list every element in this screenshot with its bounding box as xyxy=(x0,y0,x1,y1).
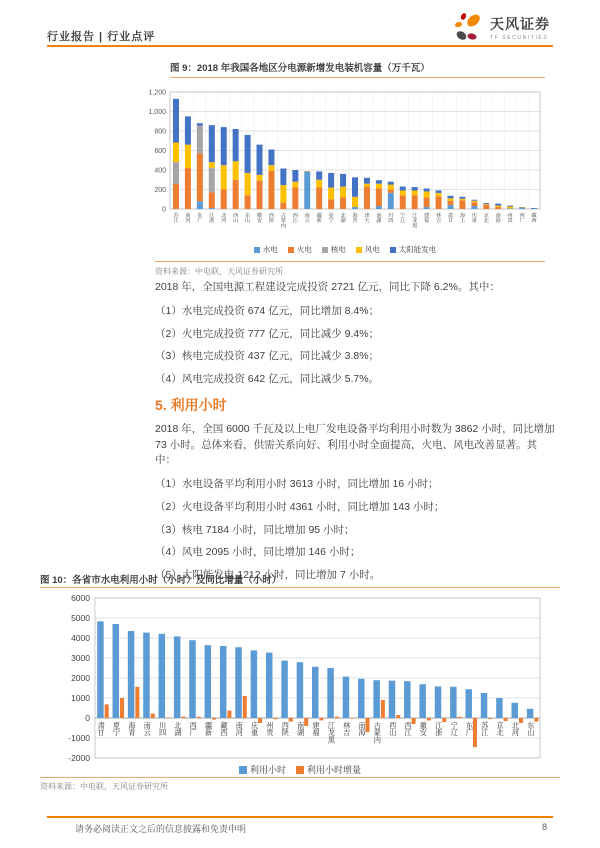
x-axis-label: 南河 xyxy=(185,213,191,225)
bar-segment-风电 xyxy=(233,161,239,180)
bar-segment-火电 xyxy=(471,202,477,206)
investment-list xyxy=(155,304,555,388)
bar-segment-水电 xyxy=(388,193,394,209)
bar-segment-太阳能发电 xyxy=(268,150,274,166)
bar-利用小时 xyxy=(389,681,396,718)
x-axis-label: 宁辽 xyxy=(450,721,458,738)
bar-利用小时增量 xyxy=(519,718,523,723)
bar-利用小时增量 xyxy=(273,718,277,719)
bar-segment-火电 xyxy=(436,196,442,209)
bar-segment-太阳能发电 xyxy=(412,187,418,190)
bar-segment-火电 xyxy=(364,187,370,209)
footer-divider xyxy=(47,816,553,818)
y-axis-tick: 200 xyxy=(154,187,166,194)
bar-利用小时 xyxy=(189,640,196,718)
bar-利用小时 xyxy=(128,631,134,718)
x-axis-label: 南湖 xyxy=(376,213,382,225)
legend-item xyxy=(239,763,286,776)
bar-segment-火电 xyxy=(483,205,489,209)
bar-利用小时增量 xyxy=(335,717,339,718)
bar-segment-风电 xyxy=(388,185,394,190)
x-axis-label: 庆重 xyxy=(471,213,477,225)
bar-利用小时增量 xyxy=(197,717,201,718)
figure-10-bottom-rule xyxy=(40,777,560,778)
bar-segment-风电 xyxy=(245,173,251,195)
bar-利用小时 xyxy=(281,661,288,718)
utilization-hours-list xyxy=(155,477,555,584)
bar-利用小时增量 xyxy=(396,715,400,718)
bar-segment-火电 xyxy=(280,203,286,209)
bar-segment-太阳能发电 xyxy=(507,206,513,207)
bar-利用小时增量 xyxy=(427,718,431,720)
y-axis-tick: 1000 xyxy=(71,693,90,703)
legend-marker xyxy=(322,247,328,253)
bar-segment-火电 xyxy=(221,190,227,210)
y-axis-tick: 4000 xyxy=(71,633,90,643)
bar-segment-太阳能发电 xyxy=(400,187,406,191)
bar-利用小时增量 xyxy=(289,718,293,722)
y-axis-tick: 1,200 xyxy=(148,89,166,97)
x-axis-label: 南云 xyxy=(143,721,151,738)
figure-10-caption-rule xyxy=(40,587,560,588)
bar-segment-太阳能发电 xyxy=(316,171,322,179)
bar-利用小时 xyxy=(327,668,334,718)
bar-segment-风电 xyxy=(507,207,513,209)
x-axis-label: 夏宁 xyxy=(112,721,121,738)
bar-利用小时 xyxy=(496,698,503,718)
x-axis-label: 东山 xyxy=(244,213,251,225)
x-axis-label: 北湖 xyxy=(340,213,346,225)
x-axis-label: 东广 xyxy=(197,213,203,225)
bar-segment-火电 xyxy=(412,195,418,209)
bar-segment-火电 xyxy=(328,199,334,209)
bar-segment-风电 xyxy=(280,185,286,203)
y-axis-tick: 3000 xyxy=(71,653,90,663)
bar-利用小时增量 xyxy=(181,717,185,718)
bar-segment-火电 xyxy=(173,184,179,209)
x-axis-label: 京北 xyxy=(483,213,489,225)
x-axis-label: 北河 xyxy=(221,213,227,225)
y-axis-tick: 0 xyxy=(85,713,90,723)
x-axis-label: 江龙黑 xyxy=(412,213,418,230)
brand-flower-icon xyxy=(451,10,485,44)
bar-利用小时增量 xyxy=(258,718,262,723)
bar-利用小时 xyxy=(113,624,120,718)
x-axis-label: 西山 xyxy=(389,721,397,738)
body-text xyxy=(155,280,555,591)
y-axis-tick: 5000 xyxy=(71,613,90,623)
bar-利用小时 xyxy=(143,633,150,718)
x-axis-label: 肃甘 xyxy=(447,213,454,225)
brand-name: 天风证券 xyxy=(490,15,550,32)
figure-9-caption: 图 9：2018 年我国各地区分电源新增发电装机容量（万千瓦） xyxy=(170,63,430,74)
legend-label: 火电 xyxy=(296,245,312,254)
bar-segment-水电 xyxy=(424,207,430,209)
bar-segment-太阳能发电 xyxy=(173,99,179,143)
bar-segment-风电 xyxy=(352,197,358,207)
bar-segment-风电 xyxy=(364,184,370,187)
x-axis-label: 疆新 xyxy=(204,721,213,738)
bar-利用小时 xyxy=(312,667,319,718)
bar-segment-太阳能发电 xyxy=(364,178,370,184)
bar-利用小时 xyxy=(419,684,426,718)
bar-利用小时 xyxy=(205,645,212,718)
bar-segment-水电 xyxy=(209,208,215,209)
bar-segment-水电 xyxy=(519,208,525,209)
x-axis-label: 藏西 xyxy=(220,721,228,738)
x-axis-label: 徽安 xyxy=(256,213,263,225)
bar-segment-水电 xyxy=(197,201,203,209)
bar-利用小时增量 xyxy=(381,700,385,718)
bar-segment-风电 xyxy=(495,206,501,207)
bar-segment-火电 xyxy=(268,171,274,209)
x-axis-label: 南海 xyxy=(495,213,501,225)
x-axis-label: 庆重 xyxy=(251,721,259,738)
bar-segment-火电 xyxy=(459,200,465,209)
figure-9-bottom-rule xyxy=(155,261,545,262)
legend-item xyxy=(390,244,437,255)
chart-9-legend xyxy=(145,244,545,255)
report-type-label: 行业报告 | 行业点评 xyxy=(47,31,156,43)
bar-利用小时增量 xyxy=(488,718,492,719)
x-axis-label: 徽安 xyxy=(419,721,428,738)
x-axis-label: 川四 xyxy=(388,213,394,225)
y-axis-tick: -1000 xyxy=(68,733,90,743)
brand-text xyxy=(490,14,550,41)
figure-10-caption: 图 10：各省市水电利用小时（小时）及同比增量（小时） xyxy=(40,575,282,586)
bar-利用小时 xyxy=(235,647,242,718)
x-axis-label: 苏江 xyxy=(173,213,179,225)
bar-利用小时增量 xyxy=(212,718,216,720)
x-axis-label: 西广 xyxy=(519,213,525,225)
section-5-heading: 5. 利用小时 xyxy=(155,396,227,413)
legend-item xyxy=(296,763,361,776)
x-axis-label: 古蒙内 xyxy=(280,213,286,230)
x-axis-label: 海青 xyxy=(352,213,358,225)
bar-利用小时 xyxy=(373,680,380,718)
x-axis-label: 州贵 xyxy=(507,213,513,225)
bar-segment-风电 xyxy=(376,184,382,189)
bar-segment-核电 xyxy=(173,162,179,184)
bar-segment-火电 xyxy=(447,201,453,205)
legend-marker xyxy=(254,247,260,253)
bar-segment-火电 xyxy=(316,188,322,209)
chart-10-legend xyxy=(40,763,560,776)
legend-marker xyxy=(239,766,247,774)
x-axis-label: 京北 xyxy=(496,721,504,738)
bar-利用小时增量 xyxy=(366,718,370,732)
x-axis-label: 川四 xyxy=(158,721,167,738)
bar-segment-风电 xyxy=(412,190,418,195)
bar-利用小时 xyxy=(404,681,411,718)
bar-利用小时 xyxy=(174,636,181,718)
bar-segment-风电 xyxy=(268,165,274,171)
bar-segment-火电 xyxy=(185,168,191,209)
x-axis-label: 西江 xyxy=(292,213,298,225)
bar-segment-风电 xyxy=(400,190,406,195)
bar-segment-水电 xyxy=(304,171,310,209)
bar-利用小时增量 xyxy=(151,714,155,718)
section-5-intro: 2018 年，全国 6000 千瓦及以上电厂发电设备平均利用小时数为 3862 小时，同比增加 73 小时。总体来看，供需关系向好、利用小时全面提高，火电、风电改善显著。其中： xyxy=(155,422,555,467)
legend-item xyxy=(322,244,346,255)
bar-segment-太阳能发电 xyxy=(233,129,239,161)
x-axis-label: 州贵 xyxy=(266,721,274,738)
bar-segment-水电 xyxy=(352,207,358,209)
bar-segment-火电 xyxy=(292,188,298,209)
bar-segment-太阳能发电 xyxy=(221,127,227,165)
bar-segment-太阳能发电 xyxy=(471,200,477,201)
y-axis-tick: 1,000 xyxy=(148,109,166,116)
bar-利用小时增量 xyxy=(120,698,124,718)
x-axis-label: 南湖 xyxy=(297,721,305,738)
bar-利用小时 xyxy=(159,634,166,718)
x-axis-label: 建福 xyxy=(424,213,430,225)
bar-segment-太阳能发电 xyxy=(292,170,298,182)
legend-item xyxy=(288,244,312,255)
x-axis-label: 东山 xyxy=(527,721,535,738)
x-axis-label: 西山 xyxy=(233,213,239,225)
brand-subtitle: TF SECURITIES xyxy=(490,34,549,41)
x-axis-label: 西江 xyxy=(404,721,412,738)
bar-segment-风电 xyxy=(459,199,465,200)
bar-利用小时增量 xyxy=(320,718,324,720)
chart-9-new-capacity xyxy=(145,83,545,241)
hours-item: （5）太阳能发电 1212 小时，同比增加 7 小时。 xyxy=(155,569,381,581)
bar-segment-火电 xyxy=(340,197,346,209)
hours-item: （4）风电 2095 小时，同比增加 146 小时； xyxy=(155,546,361,559)
x-axis-label: 西广 xyxy=(189,721,197,738)
x-axis-label: 西陕 xyxy=(268,213,275,225)
bar-利用小时增量 xyxy=(350,718,354,719)
y-axis-tick: 800 xyxy=(154,128,166,136)
bar-segment-太阳能发电 xyxy=(185,116,191,144)
y-axis-tick: 0 xyxy=(162,206,166,214)
legend-label: 利用小时增量 xyxy=(307,765,362,775)
investment-item: （4）风电完成投资 642 亿元，同比减少 5.7%。 xyxy=(155,373,380,385)
bar-利用小时 xyxy=(527,709,534,718)
bar-利用小时增量 xyxy=(135,687,139,718)
bar-segment-火电 xyxy=(257,181,263,209)
x-axis-label: 宁辽 xyxy=(400,213,406,225)
bar-利用小时增量 xyxy=(442,718,446,722)
x-axis-label: 林吉 xyxy=(435,213,442,225)
legend-marker xyxy=(296,766,304,774)
bar-利用小时增量 xyxy=(534,718,538,722)
bar-segment-太阳能发电 xyxy=(436,190,442,192)
x-axis-label: 南云 xyxy=(304,213,310,225)
hours-item: （3）核电 7184 小时，同比增加 95 小时； xyxy=(155,523,355,536)
investment-item: （3）核电完成投资 437 亿元，同比减少 3.8%； xyxy=(155,350,380,363)
bar-segment-太阳能发电 xyxy=(352,177,358,197)
bar-segment-太阳能发电 xyxy=(424,189,430,192)
chart-10-hydro-hours xyxy=(40,592,560,762)
bar-segment-太阳能发电 xyxy=(495,204,501,206)
bar-segment-风电 xyxy=(436,193,442,196)
bar-利用小时 xyxy=(266,653,273,718)
bar-segment-太阳能发电 xyxy=(483,203,489,204)
bar-segment-风电 xyxy=(173,143,179,163)
bar-利用小时 xyxy=(220,646,227,718)
legend-label: 太阳能发电 xyxy=(398,245,437,254)
bar-segment-火电 xyxy=(209,192,215,208)
bar-segment-火电 xyxy=(233,180,239,209)
x-axis-label: 海上 xyxy=(459,213,466,225)
bar-segment-风电 xyxy=(257,175,263,181)
bar-segment-太阳能发电 xyxy=(447,196,453,198)
bar-segment-太阳能发电 xyxy=(459,197,465,199)
legend-item xyxy=(356,244,380,255)
bar-segment-火电 xyxy=(197,153,203,201)
legend-marker xyxy=(288,247,294,253)
y-axis-tick: -2000 xyxy=(68,753,90,762)
bar-segment-风电 xyxy=(209,162,215,168)
bar-利用小时 xyxy=(97,621,104,718)
bar-利用小时 xyxy=(481,693,488,718)
hours-item: （1）水电设备平均利用小时 3613 小时，同比增加 16 小时； xyxy=(155,478,439,490)
bar-segment-风电 xyxy=(185,145,191,168)
bar-segment-风电 xyxy=(424,191,430,197)
x-axis-label: 北湖 xyxy=(174,721,182,738)
bar-利用小时增量 xyxy=(473,718,477,747)
bar-segment-火电 xyxy=(400,195,406,209)
investment-intro: 2018 年，全国电源工程建设完成投资 2721 亿元，同比下降 6.2%。其中： xyxy=(155,281,500,293)
bar-segment-风电 xyxy=(292,182,298,188)
bar-segment-太阳能发电 xyxy=(340,174,346,187)
x-axis-label: 江浙 xyxy=(435,721,443,738)
figure-9-caption-rule xyxy=(170,77,545,78)
y-axis-tick: 2000 xyxy=(71,673,90,683)
bar-segment-风电 xyxy=(447,198,453,200)
x-axis-label: 夏宁 xyxy=(328,213,334,225)
bar-利用小时 xyxy=(358,679,365,718)
bar-segment-火电 xyxy=(245,195,251,209)
bar-segment-太阳能发电 xyxy=(245,135,251,173)
x-axis-label: 南河 xyxy=(235,721,243,738)
figure-10-source: 资料来源：中电联，天风证券研究所 xyxy=(40,782,168,791)
bar-segment-太阳能发电 xyxy=(257,145,263,175)
bar-segment-风电 xyxy=(471,201,477,202)
legend-label: 核电 xyxy=(330,245,346,254)
legend-label: 利用小时 xyxy=(249,765,286,775)
bar-利用小时 xyxy=(511,703,518,718)
bar-segment-水电 xyxy=(376,206,382,209)
bar-利用小时 xyxy=(450,687,457,718)
bar-利用小时增量 xyxy=(166,717,170,718)
bar-segment-太阳能发电 xyxy=(280,169,286,186)
x-axis-label: 林吉 xyxy=(343,721,351,738)
bar-segment-风电 xyxy=(340,187,346,198)
x-axis-label: 古蒙内 xyxy=(373,721,381,745)
investment-item: （2）火电完成投资 777 亿元，同比减少 9.4%； xyxy=(155,327,380,340)
brand-logo xyxy=(451,10,550,44)
bar-利用小时增量 xyxy=(458,717,462,718)
x-axis-label: 建福 xyxy=(312,721,320,738)
bar-利用小时增量 xyxy=(243,696,247,718)
legend-label: 风电 xyxy=(364,245,380,254)
bar-利用小时增量 xyxy=(227,711,231,718)
footer-disclaimer: 请务必阅读正文之后的信息披露和免责申明 xyxy=(75,824,247,834)
x-axis-label: 北河 xyxy=(511,721,520,738)
page-number: 8 xyxy=(541,822,547,832)
x-axis-label: 肃甘 xyxy=(97,721,105,738)
bar-segment-太阳能发电 xyxy=(328,173,334,188)
bar-利用小时 xyxy=(297,662,304,718)
bar-segment-核电 xyxy=(209,168,215,192)
figure-9 xyxy=(145,60,545,278)
bar-segment-核电 xyxy=(197,126,203,154)
bar-利用小时 xyxy=(251,650,258,718)
x-axis-label: 东广 xyxy=(465,721,474,738)
bar-利用小时 xyxy=(435,686,442,718)
x-axis-label: 海青 xyxy=(128,721,136,738)
figure-10 xyxy=(40,572,560,794)
bar-segment-火电 xyxy=(388,190,394,193)
bar-segment-太阳能发电 xyxy=(376,180,382,183)
x-axis-label: 津天 xyxy=(364,213,370,225)
legend-label: 水电 xyxy=(262,245,278,254)
x-axis-label: 疆新 xyxy=(316,213,322,225)
bar-segment-水电 xyxy=(471,206,477,209)
hours-item: （2）火电设备平均利用小时 4361 小时，同比增加 143 小时； xyxy=(155,500,445,513)
bar-利用小时增量 xyxy=(105,704,109,718)
legend-item xyxy=(254,244,278,255)
bar-利用小时增量 xyxy=(412,718,416,724)
x-axis-label: 江浙 xyxy=(209,213,215,225)
bar-利用小时 xyxy=(465,689,472,718)
x-axis-label: 江龙黑 xyxy=(327,721,335,745)
y-axis-tick: 400 xyxy=(154,167,166,175)
bar-segment-太阳能发电 xyxy=(209,125,215,162)
bar-segment-火电 xyxy=(424,197,430,207)
bar-利用小时增量 xyxy=(304,718,308,726)
bar-利用小时 xyxy=(343,677,350,718)
bar-segment-太阳能发电 xyxy=(197,123,203,126)
bar-segment-水电 xyxy=(447,205,453,209)
y-axis-tick: 6000 xyxy=(71,593,90,603)
bar-segment-太阳能发电 xyxy=(388,182,394,185)
x-axis-label: 藏西 xyxy=(531,213,537,225)
x-axis-label: 南海 xyxy=(358,721,366,738)
header-divider xyxy=(47,45,553,47)
legend-marker xyxy=(356,247,362,253)
figure-9-source: 资料来源：中电联，天风证券研究所 xyxy=(155,267,283,276)
x-axis-label: 西陕 xyxy=(281,721,289,738)
bar-segment-火电 xyxy=(495,207,501,209)
bar-利用小时增量 xyxy=(504,718,508,721)
investment-item: （1）水电完成投资 674 亿元，同比增加 8.4%； xyxy=(155,304,380,317)
bar-segment-风电 xyxy=(221,165,227,189)
x-axis-label: 苏江 xyxy=(481,721,489,738)
y-axis-tick: 600 xyxy=(154,148,166,155)
bar-segment-风电 xyxy=(316,180,322,188)
bar-segment-风电 xyxy=(328,188,334,200)
bar-segment-火电 xyxy=(376,189,382,207)
legend-marker xyxy=(390,247,396,253)
